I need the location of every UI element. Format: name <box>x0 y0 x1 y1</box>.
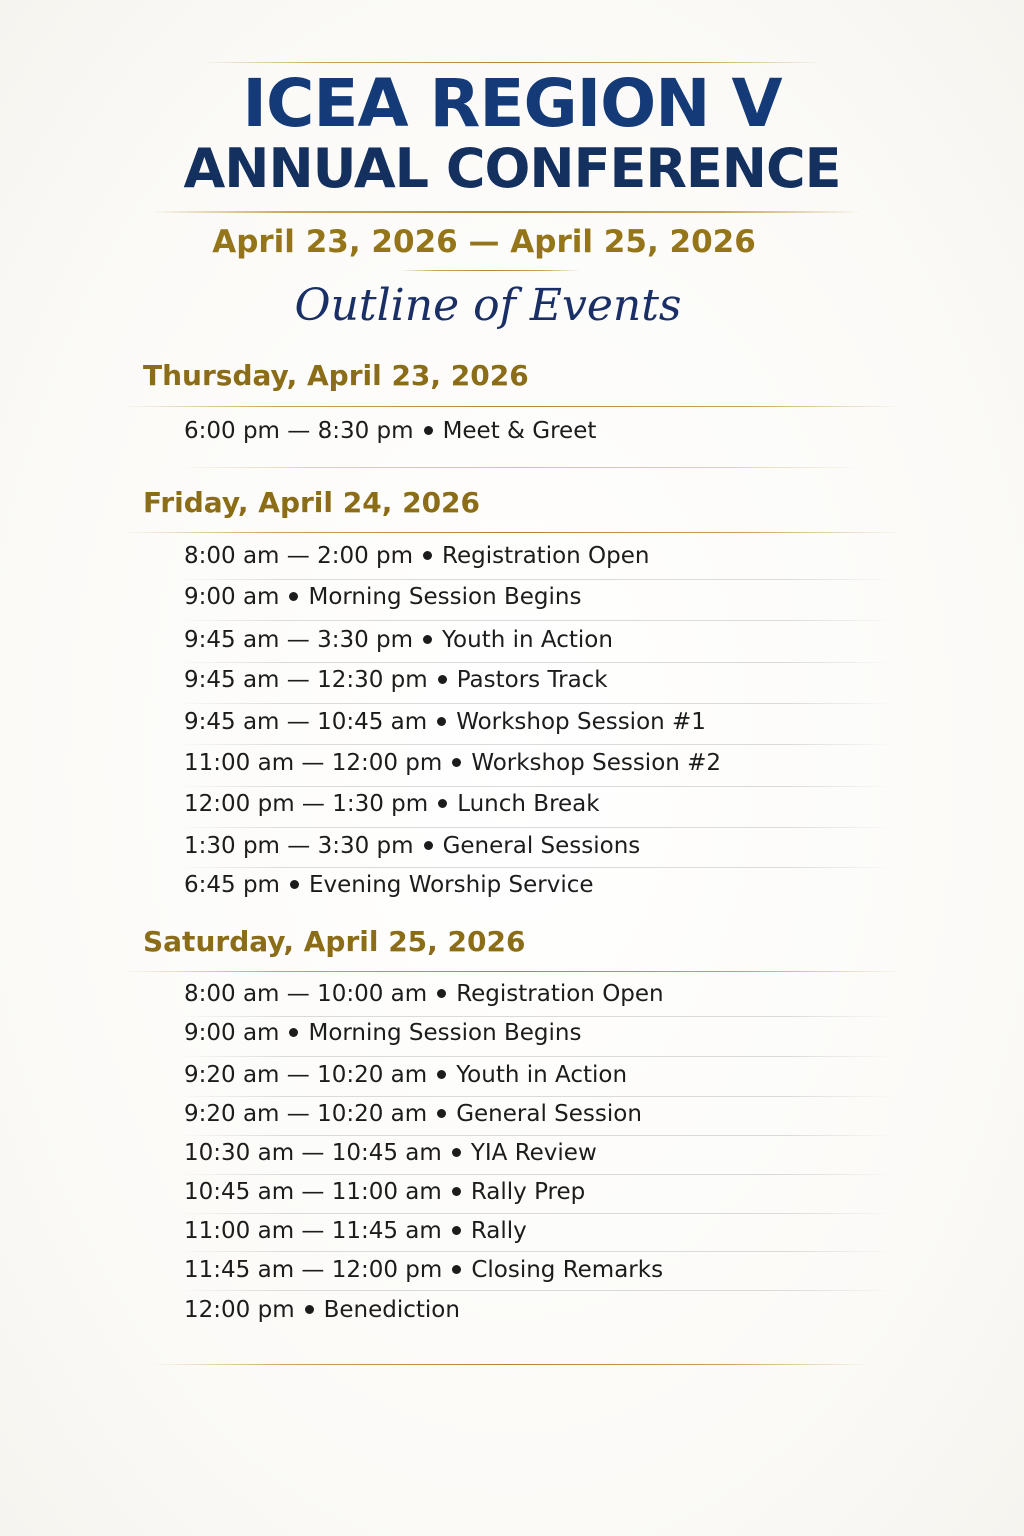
row-divider <box>175 620 895 621</box>
event-row <box>184 1060 627 1090</box>
bullet-dot-icon <box>437 717 446 726</box>
event-time: 12:00 pm <box>184 1297 295 1323</box>
event-time: 9:20 am — 10:20 am <box>184 1101 428 1127</box>
bullet-dot-icon <box>452 758 461 767</box>
conference-title-line1: ICEA REGION V <box>242 65 782 142</box>
event-row <box>184 541 650 571</box>
bullet-dot-icon <box>452 1226 461 1235</box>
event-row <box>184 1255 663 1285</box>
event-row <box>184 1295 460 1325</box>
event-row <box>184 1018 581 1048</box>
row-divider <box>175 579 895 580</box>
day-rule-friday <box>120 532 902 533</box>
event-time: 9:45 am — 12:30 pm <box>184 667 428 693</box>
bullet-dot-icon <box>438 675 447 684</box>
row-divider <box>175 703 895 704</box>
event-name: Benediction <box>323 1297 460 1323</box>
event-row <box>184 831 640 861</box>
bullet-dot-icon <box>424 426 433 435</box>
day-heading-thursday: Thursday, April 23, 2026 <box>143 359 529 392</box>
event-row <box>184 416 596 446</box>
event-time: 9:45 am — 10:45 am <box>184 709 428 735</box>
bullet-dot-icon <box>437 1070 446 1079</box>
day-rule-thursday <box>120 406 902 407</box>
day-heading-saturday: Saturday, April 25, 2026 <box>143 925 526 958</box>
event-name: Registration Open <box>442 543 650 569</box>
event-time: 8:00 am — 10:00 am <box>184 981 428 1007</box>
row-divider <box>175 1290 895 1291</box>
row-divider <box>175 1213 895 1214</box>
event-time: 6:45 pm <box>184 872 280 898</box>
outline-of-events-title: Outline of Events <box>294 280 682 331</box>
bullet-dot-icon <box>437 1109 446 1118</box>
bullet-dot-icon <box>438 799 447 808</box>
day-heading-friday: Friday, April 24, 2026 <box>143 486 481 519</box>
bullet-dot-icon <box>452 1265 461 1274</box>
event-name: Rally Prep <box>470 1179 586 1205</box>
event-name: Youth in Action <box>456 1062 628 1088</box>
event-row <box>184 707 706 737</box>
conference-date-range: April 23, 2026 — April 25, 2026 <box>212 224 756 260</box>
top-decorative-rule <box>200 62 824 63</box>
event-row <box>184 1099 642 1129</box>
bullet-dot-icon <box>423 551 432 560</box>
row-divider <box>175 786 895 787</box>
conference-title-line2: ANNUAL CONFERENCE <box>183 137 841 200</box>
event-time: 12:00 pm — 1:30 pm <box>184 791 429 817</box>
row-divider <box>175 1016 895 1017</box>
event-row <box>184 582 581 612</box>
event-row <box>184 665 608 695</box>
row-divider <box>175 1135 895 1136</box>
row-divider <box>175 662 895 663</box>
event-name: Youth in Action <box>442 627 613 653</box>
event-row <box>184 979 664 1009</box>
bullet-dot-icon <box>452 1148 461 1157</box>
event-time: 9:45 am — 3:30 pm <box>184 627 414 653</box>
row-divider <box>175 744 895 745</box>
event-time: 9:00 am <box>184 1020 280 1046</box>
row-divider <box>175 1174 895 1175</box>
row-divider <box>175 1096 895 1097</box>
date-underline-rule <box>400 270 580 271</box>
event-time: 10:45 am — 11:00 am <box>184 1179 442 1205</box>
title-underline-rule <box>150 211 862 213</box>
event-name: Pastors Track <box>456 667 608 693</box>
bullet-dot-icon <box>305 1305 314 1314</box>
event-time: 8:00 am — 2:00 pm <box>184 543 414 569</box>
event-time: 1:30 pm — 3:30 pm <box>184 833 414 859</box>
row-divider <box>175 1251 895 1252</box>
bullet-dot-icon <box>289 592 298 601</box>
event-name: Meet & Greet <box>442 418 597 444</box>
event-name: Morning Session Begins <box>308 1020 582 1046</box>
event-row <box>184 625 613 655</box>
row-divider <box>175 827 895 828</box>
section-divider-rule <box>175 467 865 468</box>
day-rule-saturday <box>120 971 902 972</box>
bullet-dot-icon <box>437 989 446 998</box>
event-time: 11:00 am — 12:00 pm <box>184 750 443 776</box>
event-name: Lunch Break <box>457 791 600 817</box>
event-row <box>184 870 594 900</box>
event-row <box>184 1216 527 1246</box>
event-time: 9:20 am — 10:20 am <box>184 1062 428 1088</box>
event-name: General Session <box>456 1101 642 1127</box>
bullet-dot-icon <box>289 1028 298 1037</box>
bullet-dot-icon <box>424 841 433 850</box>
bullet-dot-icon <box>452 1187 461 1196</box>
event-name: Morning Session Begins <box>308 584 582 610</box>
row-divider <box>175 867 895 868</box>
event-time: 10:30 am — 10:45 am <box>184 1140 442 1166</box>
bullet-dot-icon <box>290 880 299 889</box>
event-row <box>184 789 600 819</box>
event-time: 6:00 pm — 8:30 pm <box>184 418 414 444</box>
event-row <box>184 748 721 778</box>
event-time: 9:00 am <box>184 584 280 610</box>
event-row <box>184 1138 597 1168</box>
event-name: Workshop Session #2 <box>471 750 722 776</box>
event-row <box>184 1177 585 1207</box>
event-name: Workshop Session #1 <box>456 709 706 735</box>
row-divider <box>175 1056 895 1057</box>
event-name: Registration Open <box>456 981 664 1007</box>
event-name: General Sessions <box>442 833 641 859</box>
bullet-dot-icon <box>423 635 432 644</box>
event-name: Rally <box>470 1218 527 1244</box>
event-name: Closing Remarks <box>471 1257 664 1283</box>
event-time: 11:45 am — 12:00 pm <box>184 1257 443 1283</box>
event-name: Evening Worship Service <box>308 872 594 898</box>
bottom-decorative-rule <box>150 1364 870 1365</box>
event-time: 11:00 am — 11:45 am <box>184 1218 442 1244</box>
event-name: YIA Review <box>470 1140 597 1166</box>
